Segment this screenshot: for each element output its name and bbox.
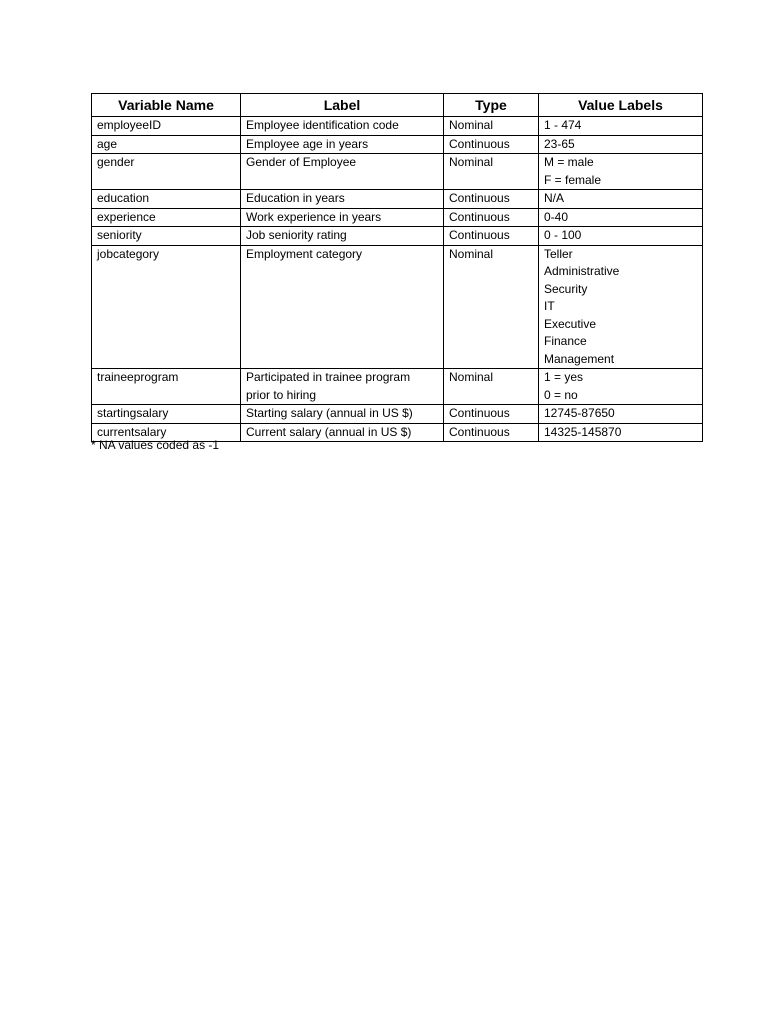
- cell-variable-name: education: [92, 190, 241, 209]
- cell-label: [241, 208, 444, 227]
- cell-label: [241, 227, 444, 246]
- value-label-line: 23-65: [544, 136, 575, 151]
- table-row: [92, 245, 703, 369]
- cell-value-labels: [539, 117, 703, 136]
- table-row: [92, 135, 703, 154]
- label-line: Starting salary (annual in US $): [246, 406, 413, 420]
- cell-label: [241, 135, 444, 154]
- value-label-line: N/A: [544, 191, 565, 205]
- value-label-line: IT: [544, 299, 555, 313]
- label-line: Education in years: [246, 191, 345, 205]
- cell-value-labels: [539, 227, 703, 246]
- label-line: Gender of Employee: [246, 155, 357, 169]
- label-line: Participated in trainee program: [246, 370, 411, 384]
- cell-label: [241, 369, 444, 405]
- value-label-line: 14325-145870: [544, 424, 622, 439]
- table-header: [92, 94, 703, 117]
- label-line: Current salary (annual in US $): [246, 424, 412, 439]
- header-value-labels: Value Labels: [539, 94, 703, 117]
- cell-value-labels: [539, 208, 703, 227]
- value-label-line: Finance: [544, 334, 587, 348]
- header-row: [92, 94, 703, 117]
- value-label-line: M = male: [544, 155, 594, 169]
- cell-type: Continuous: [444, 405, 539, 424]
- cell-variable-name: seniority: [92, 227, 241, 246]
- cell-label: [241, 423, 444, 442]
- cell-value-labels: [539, 135, 703, 154]
- table-row: [92, 190, 703, 209]
- table-row: [92, 154, 703, 190]
- cell-type: Continuous: [444, 227, 539, 246]
- cell-label: [241, 245, 444, 369]
- label-line: Employment category: [246, 246, 363, 261]
- value-label-line: F = female: [544, 172, 602, 187]
- label-line: prior to hiring: [246, 387, 317, 402]
- cell-label: [241, 117, 444, 136]
- table-row: [92, 208, 703, 227]
- footnote: * NA values coded as -1: [91, 438, 220, 452]
- header-label: Label: [241, 94, 444, 117]
- table-row: [92, 227, 703, 246]
- cell-variable-name: gender: [92, 154, 241, 190]
- cell-variable-name: jobcategory: [92, 245, 241, 369]
- cell-type: Nominal: [444, 154, 539, 190]
- variable-codebook-table: [91, 93, 703, 442]
- cell-value-labels: [539, 405, 703, 424]
- cell-type: Nominal: [444, 369, 539, 405]
- cell-label: [241, 154, 444, 190]
- value-label-line: Teller: [544, 246, 573, 261]
- cell-value-labels: [539, 245, 703, 369]
- cell-type: Continuous: [444, 423, 539, 442]
- value-label-line: 1 = yes: [544, 370, 584, 384]
- label-line: Employee age in years: [246, 136, 369, 151]
- cell-type: Nominal: [444, 245, 539, 369]
- cell-value-labels: [539, 369, 703, 405]
- table-row: [92, 369, 703, 405]
- cell-variable-name: startingsalary: [92, 405, 241, 424]
- cell-type: Continuous: [444, 190, 539, 209]
- table-row: [92, 117, 703, 136]
- cell-variable-name: traineeprogram: [92, 369, 241, 405]
- table-body: [92, 117, 703, 442]
- value-label-line: 1 - 474: [544, 118, 582, 132]
- label-line: Employee identification code: [246, 118, 399, 132]
- label-line: Job seniority rating: [246, 228, 347, 242]
- cell-value-labels: [539, 154, 703, 190]
- value-label-line: Administrative: [544, 264, 620, 278]
- header-type: Type: [444, 94, 539, 117]
- label-line: Work experience in years: [246, 209, 382, 224]
- cell-variable-name: age: [92, 135, 241, 154]
- value-label-line: 12745-87650: [544, 406, 615, 420]
- header-variable-name: Variable Name: [92, 94, 241, 117]
- table-row: [92, 405, 703, 424]
- cell-variable-name: experience: [92, 208, 241, 227]
- cell-type: Continuous: [444, 208, 539, 227]
- cell-type: Continuous: [444, 135, 539, 154]
- cell-value-labels: [539, 190, 703, 209]
- value-label-line: 0-40: [544, 209, 569, 224]
- cell-label: [241, 190, 444, 209]
- value-label-line: 0 = no: [544, 387, 578, 402]
- value-label-line: Executive: [544, 316, 597, 331]
- cell-type: Nominal: [444, 117, 539, 136]
- cell-label: [241, 405, 444, 424]
- value-label-line: 0 - 100: [544, 228, 582, 242]
- cell-value-labels: [539, 423, 703, 442]
- value-label-line: Security: [544, 281, 588, 296]
- cell-variable-name: employeeID: [92, 117, 241, 136]
- value-label-line: Management: [544, 351, 615, 366]
- cell-variable-name: currentsalary: [92, 423, 241, 442]
